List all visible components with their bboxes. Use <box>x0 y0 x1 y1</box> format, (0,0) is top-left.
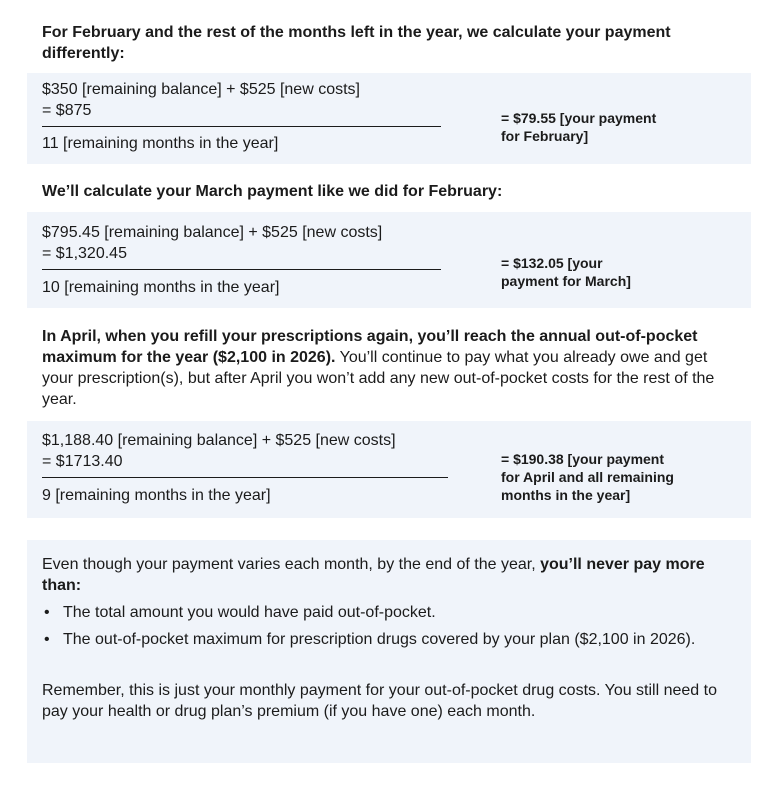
summary-intro <box>42 554 732 596</box>
april-numerator <box>42 430 396 472</box>
february-result <box>501 109 656 145</box>
april-numerator-line2: = $1713.40 <box>42 453 123 470</box>
april-paragraph <box>42 326 742 410</box>
april-result-line3: months in the year] <box>501 487 631 503</box>
list-item <box>42 629 732 650</box>
bullet-icon: • <box>44 631 50 648</box>
march-result-line1: = $132.05 [your <box>501 255 603 271</box>
bullet-text: The total amount you would have paid out-of-pocket. <box>63 604 436 621</box>
april-denominator: 9 [remaining months in the year] <box>42 487 271 504</box>
april-result-line2: for April and all remaining <box>501 469 674 485</box>
list-item <box>42 602 732 623</box>
february-numerator <box>42 79 360 121</box>
march-result-line2: payment for March] <box>501 273 631 289</box>
march-numerator <box>42 222 382 264</box>
march-fraction-line <box>42 269 441 270</box>
february-numerator-line1: $350 [remaining balance] + $525 [new costs] <box>42 81 360 98</box>
february-result-line1: = $79.55 [your payment <box>501 110 657 126</box>
bullet-text: The out-of-pocket maximum for prescription drugs covered by your plan ($2,100 in 2026). <box>63 631 696 648</box>
summary-intro-text: Even though your payment varies each month, by the end of the year, <box>42 556 541 573</box>
february-heading: For February and the rest of the months left in the year, we calculate your payment differently: <box>42 24 671 62</box>
april-numerator-line1: $1,188.40 [remaining balance] + $525 [new costs] <box>42 432 396 449</box>
march-numerator-line1: $795.45 [remaining balance] + $525 [new costs] <box>42 224 383 241</box>
april-intro-bold: In April, when you refill your prescriptions again, you’ll reach the annual out-of-pocket maximum for the year ($2,100 in 2026). <box>42 328 698 366</box>
april-result <box>501 450 674 504</box>
february-fraction-line <box>42 126 441 127</box>
march-heading: We’ll calculate your March payment like we did for February: <box>42 183 503 200</box>
april-result-line1: = $190.38 [your payment <box>501 451 665 467</box>
summary-intro-bold: you’ll never pay more than: <box>42 556 705 594</box>
february-calculation-box <box>27 73 751 164</box>
march-numerator-line2: = $1,320.45 <box>42 245 127 262</box>
april-intro-rest: You’ll continue to pay what you already owe and get your prescription(s), but after April you won’t add any new out-of-pocket costs for the rest of the year. <box>42 349 715 408</box>
february-result-line2: for February] <box>501 128 589 144</box>
bullet-icon: • <box>44 604 50 621</box>
summary-bullet-list <box>42 602 732 656</box>
march-denominator: 10 [remaining months in the year] <box>42 279 280 296</box>
summary-closing: Remember, this is just your monthly payment for your out-of-pocket drug costs. You still need to pay your health or drug plan’s premium (if you have one) each month. <box>42 682 717 720</box>
march-calculation-box <box>27 212 751 308</box>
february-numerator-line2: = $875 <box>42 102 92 119</box>
april-fraction-line <box>42 477 448 478</box>
summary-box <box>27 540 751 763</box>
april-calculation-box <box>27 421 751 518</box>
march-result <box>501 254 631 290</box>
february-denominator: 11 [remaining months in the year] <box>42 135 279 152</box>
